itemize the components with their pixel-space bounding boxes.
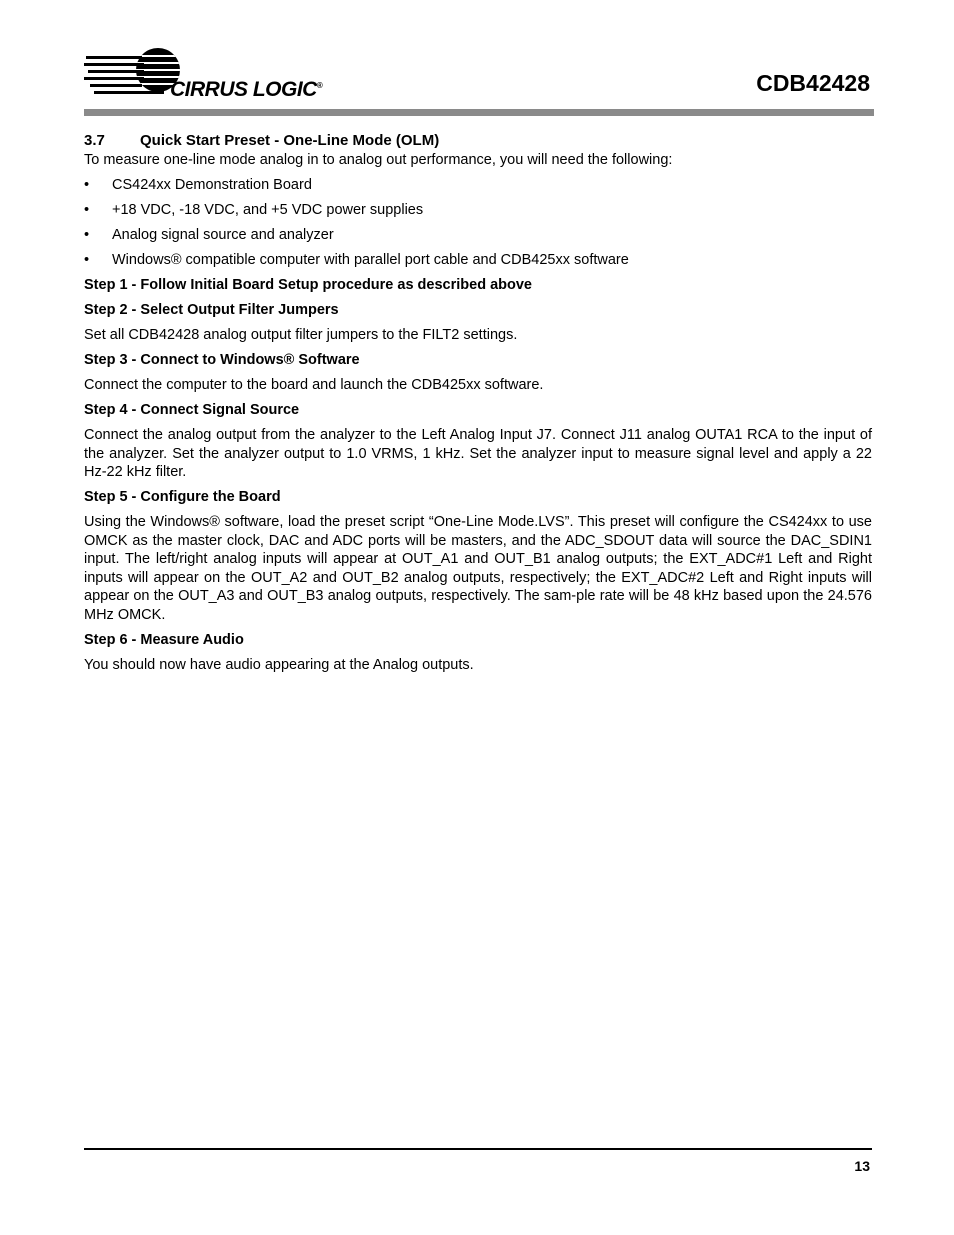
section-heading (84, 131, 872, 151)
main-content (84, 131, 872, 674)
step-3-heading: Step 3 - Connect to Windows® Software (84, 352, 360, 368)
step-1-heading: Step 1 - Follow Initial Board Setup procedure as described above (84, 277, 532, 293)
section-title: Quick Start Preset - One-Line Mode (OLM) (140, 132, 440, 149)
step-4-heading: Step 4 - Connect Signal Source (84, 402, 300, 418)
bullet-icon: • (84, 177, 90, 193)
step-4-body: Connect the analog output from the analyzer to the Left Analog Input J7. Connect J11 analog OUTA1 RCA to the input of the analyzer. Set the analyzer output to 1.0 VRMS, 1 kHz. Set the analyzer input to measure signal level and apply a 22 Hz-22 kHz filter. (84, 427, 872, 480)
list-item: • CS424xx Demonstration Board (84, 177, 312, 193)
header-divider (84, 109, 874, 116)
section-intro: To measure one-line mode analog in to analog out performance, you will need the following: (84, 152, 673, 168)
section-number: 3.7 (84, 132, 105, 149)
bullet-icon: • (84, 252, 90, 268)
page-number: 13 (854, 1158, 870, 1174)
requirements-list (84, 176, 872, 270)
list-item: • Analog signal source and analyzer (84, 227, 334, 243)
step-5-heading: Step 5 - Configure the Board (84, 489, 281, 505)
step-2-heading: Step 2 - Select Output Filter Jumpers (84, 302, 339, 318)
footer-divider (84, 1148, 872, 1150)
document-title: CDB42428 (756, 70, 870, 96)
step-3-body: Connect the computer to the board and launch the CDB425xx software. (84, 377, 544, 393)
bullet-icon: • (84, 227, 90, 243)
bullet-icon: • (84, 202, 90, 218)
step-2-body: Set all CDB42428 analog output filter jumpers to the FILT2 settings. (84, 327, 518, 343)
list-item: • Windows® compatible computer with parallel port cable and CDB425xx software (84, 252, 629, 268)
step-6-body: You should now have audio appearing at the Analog outputs. (84, 656, 474, 673)
list-item: • +18 VDC, -18 VDC, and +5 VDC power supplies (84, 202, 424, 218)
logo-wordmark: CIRRUS LOGIC® (170, 78, 323, 101)
step-5-body: Using the Windows® software, load the preset script “One-Line Mode.LVS”. This preset will configure the CS424xx to use OMCK as the master clock, DAC and ADC ports will be masters, and the ADC_SDOUT data will source the DAC_SDIN1 input. The left/right analog inputs will appear at OUT_A1 and OUT_B1 analog outputs; the EXT_ADC#1 Left and Right inputs will appear on the OUT_A2 and OUT_B2 analog outputs, respectively; the EXT_ADC#2 Left and Right inputs will appear on the OUT_A3 and OUT_B3 analog outputs, respectively. The sam-ple rate will be 48 kHz based upon the 24.576 MHz OMCK. (84, 514, 872, 623)
step-6-heading: Step 6 - Measure Audio (84, 631, 244, 648)
